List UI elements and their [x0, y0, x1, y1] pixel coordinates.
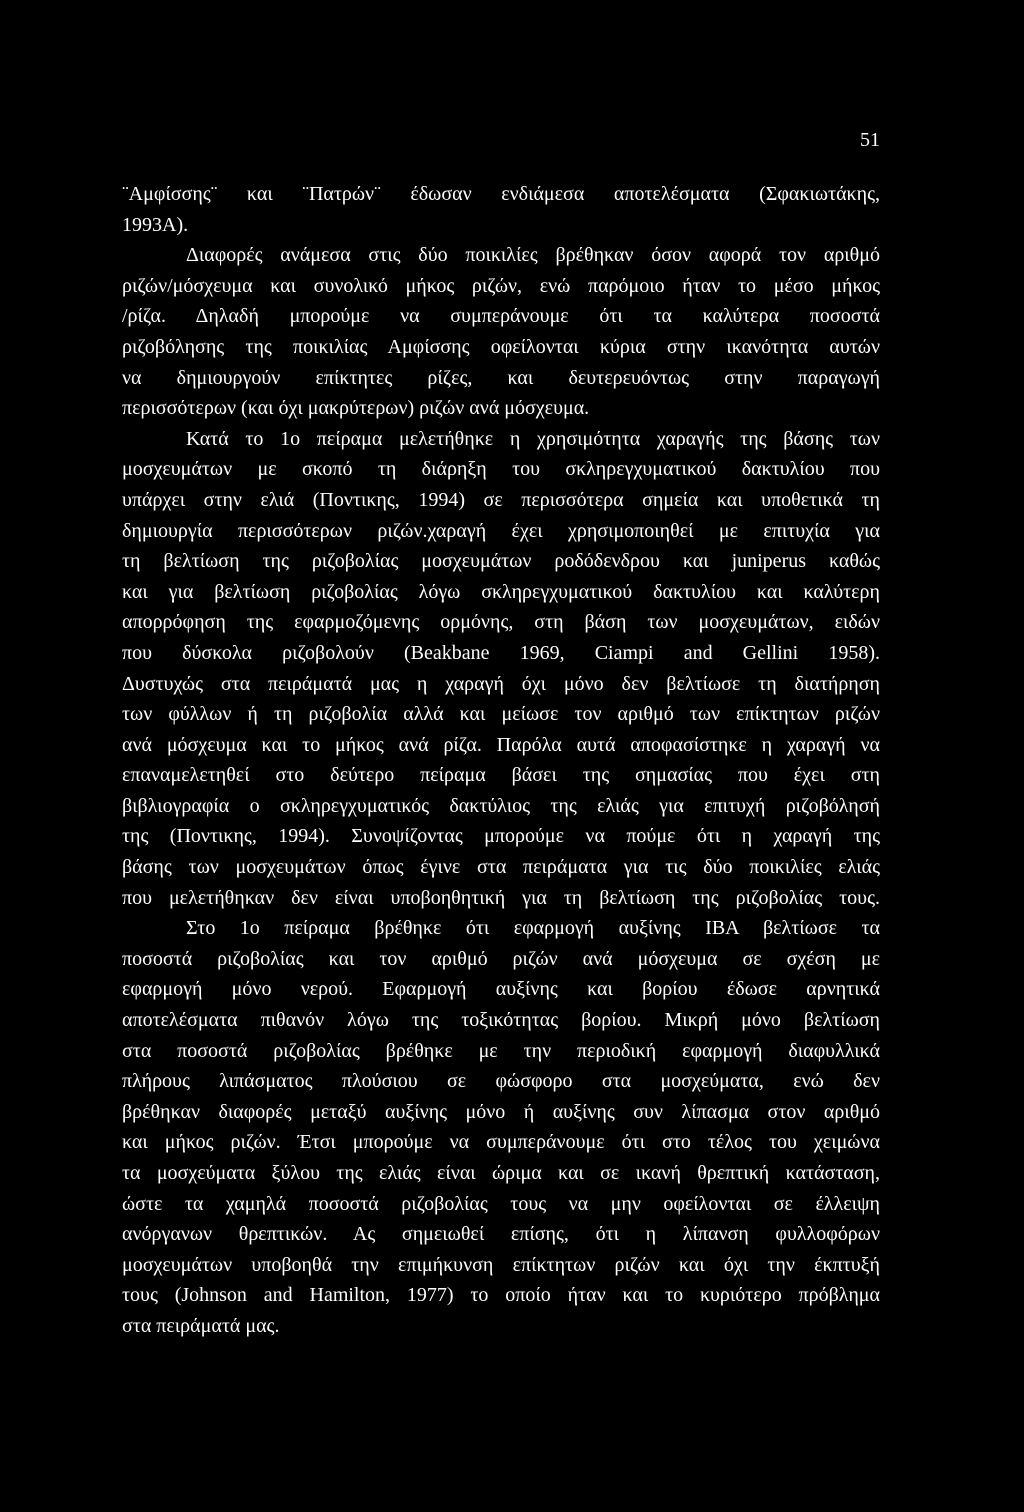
text-line: τη βελτίωση της ριζοβολίας μοσχευμάτων ροδόδενδρου και juniperus καθώς	[122, 550, 880, 573]
text-line: που δύσκολα ριζοβολούν (Beakbane 1969, Ciampi and Gellini 1958).	[122, 641, 880, 664]
text-line: εφαρμογή μόνο νερού. Εφαρμογή αυξίνης και βορίου έδωσε αρνητικά	[122, 978, 880, 1001]
text-line: ανά μόσχευμα και το μήκος ανά ρίζα. Παρόλα αυτά αποφασίστηκε η χαραγή να	[122, 733, 880, 756]
text-line: μοσχευμάτων υποβοηθά την επιμήκυνση επίκτητων ριζών και όχι την έκπτυξή	[122, 1253, 880, 1276]
text-line: και για βελτίωση ριζοβολίας λόγω σκληρεγχυματικού δακτυλίου και καλύτερη	[122, 580, 880, 603]
text-line: ανόργανων θρεπτικών. Ας σημειωθεί επίσης, ότι η λίπανση φυλλοφόρων	[122, 1223, 880, 1246]
text-line: βάσης των μοσχευμάτων όπως έγινε στα πειράματα για τις δύο ποικιλίες ελιάς	[122, 856, 880, 879]
text-line: Διαφορές ανάμεσα στις δύο ποικιλίες βρέθηκαν όσον αφορά τον αριθμό	[186, 244, 880, 267]
text-line: πλήρους λιπάσματος πλούσιου σε φώσφορο στα μοσχεύματα, ενώ δεν	[122, 1070, 880, 1093]
text-line: βρέθηκαν διαφορές μεταξύ αυξίνης μόνο ή αυξίνης συν λίπασμα στον αριθμό	[122, 1100, 880, 1123]
text-line: 1993Α).	[122, 213, 189, 236]
text-line: ριζών/μόσχευμα και συνολικό μήκος ριζών, ενώ παρόμοιο ήταν το μέσο μήκος	[122, 274, 880, 297]
text-line: αποτελέσματα πιθανόν λόγω της τοξικότητας βορίου. Μικρή μόνο βελτίωση	[122, 1009, 880, 1032]
text-line: επαναμελετηθεί στο δεύτερο πείραμα βάσει της σημασίας που έχει στη	[122, 764, 880, 787]
page-number: 51	[860, 129, 880, 151]
text-line: απορρόφηση της εφαρμοζόμενης ορμόνης, στη βάση των μοσχευμάτων, ειδών	[122, 611, 880, 634]
body-text	[122, 179, 880, 1342]
text-line: Στο 1ο πείραμα βρέθηκε ότι εφαρμογή αυξίνης ΙΒΑ βελτίωσε τα	[186, 917, 880, 940]
text-line: των φύλλων ή τη ριζοβολία αλλά και μείωσε τον αριθμό των επίκτητων ριζών	[122, 703, 880, 726]
text-line: βιβλιογραφία ο σκληρεγχυματικός δακτύλιος της ελιάς για επιτυχή ριζοβόλησή	[122, 794, 880, 817]
text-line: /ρίζα. Δηλαδή μπορούμε να συμπεράνουμε ότι τα καλύτερα ποσοστά	[122, 305, 880, 328]
text-line: τα μοσχεύματα ξύλου της ελιάς είναι ώριμα και σε ικανή θρεπτική κατάσταση,	[122, 1162, 880, 1184]
text-line: ριζοβόλησης της ποικιλίας Αμφίσσης οφείλονται κύρια στην ικανότητα αυτών	[122, 335, 880, 358]
text-line: τους (Johnson and Hamilton, 1977) το οποίο ήταν και το κυριότερο πρόβλημα	[122, 1284, 880, 1307]
text-line: υπάρχει στην ελιά (Ποντικης, 1994) σε περισσότερα σημεία και υποθετικά τη	[122, 488, 880, 511]
text-line: ώστε τα χαμηλά ποσοστά ριζοβολίας τους να μην οφείλονται σε έλλειψη	[122, 1192, 880, 1215]
text-line: περισσότερων (και όχι μακρύτερων) ριζών ανά μόσχευμα.	[122, 397, 590, 420]
text-line: Δυστυχώς στα πειράματά μας η χαραγή όχι μόνο δεν βελτίωσε τη διατήρηση	[122, 672, 880, 695]
text-line: και μήκος ριζών. Έτσι μπορούμε να συμπεράνουμε ότι στο τέλος του χειμώνα	[122, 1131, 880, 1154]
text-line: να δημιουργούν επίκτητες ρίζες, και δευτερευόντως στην παραγωγή	[122, 366, 880, 389]
text-line: ¨Αμφίσσης¨ και ¨Πατρών¨ έδωσαν ενδιάμεσα αποτελέσματα (Σφακιωτάκης,	[122, 183, 880, 205]
text-line: μοσχευμάτων με σκοπό τη διάρηξη του σκληρεγχυματικού δακτυλίου που	[122, 458, 880, 481]
text-line: στα πειράματά μας.	[122, 1314, 280, 1337]
text-line: που μελετήθηκαν δεν είναι υποβοηθητική για τη βελτίωση της ριζοβολίας τους.	[122, 886, 880, 909]
text-line: Κατά το 1ο πείραμα μελετήθηκε η χρησιμότητα χαραγής της βάσης των	[186, 427, 880, 450]
text-line: ποσοστά ριζοβολίας και τον αριθμό ριζών ανά μόσχευμα σε σχέση με	[122, 947, 880, 970]
text-line: στα ποσοστά ριζοβολίας βρέθηκε με την περιοδική εφαρμογή διαφυλλικά	[122, 1039, 880, 1062]
text-line: της (Ποντικης, 1994). Συνοψίζοντας μπορούμε να πούμε ότι η χαραγή της	[122, 825, 880, 848]
text-line: δημιουργία περισσότερων ριζών.χαραγή έχει χρησιμοποιηθεί με επιτυχία για	[122, 519, 880, 542]
